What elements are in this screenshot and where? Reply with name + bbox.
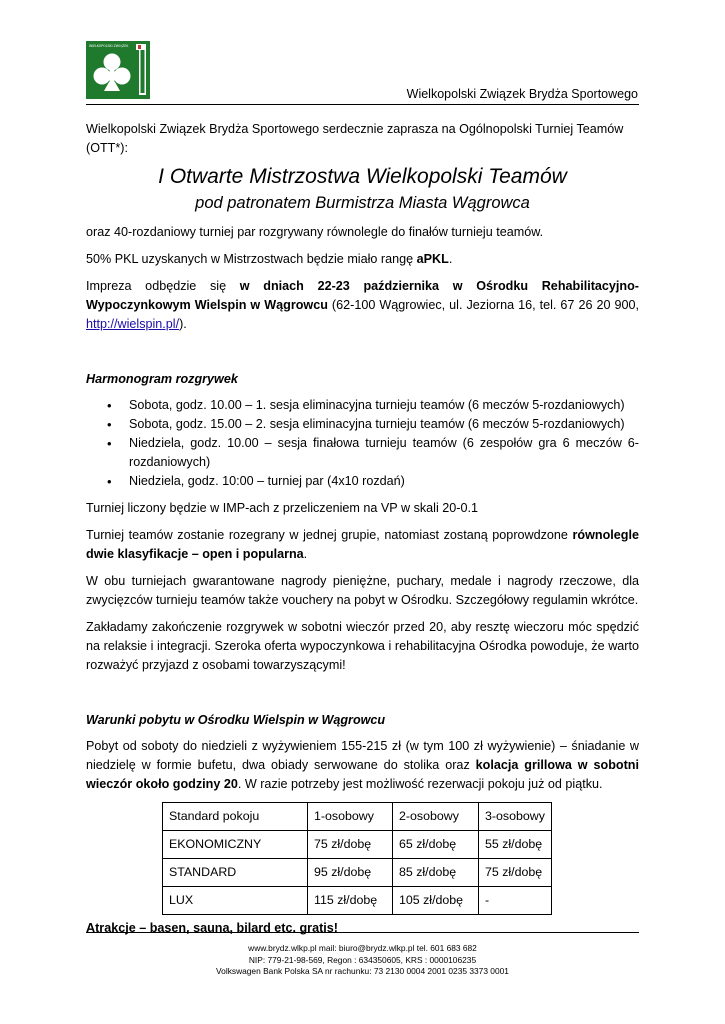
table-header-row — [163, 803, 552, 831]
venue-end: ). — [179, 317, 187, 331]
section-spacer — [86, 683, 639, 711]
header-divider — [86, 104, 639, 105]
header-cell: 1-osobowy — [308, 803, 393, 831]
table-row — [163, 859, 552, 887]
page-subtitle: pod patronatem Burmistrza Miasta Wągrowca — [195, 194, 530, 212]
stay-after: . W razie potrzeby jest możliwość rezerwacji pokoju już od piątku. — [237, 777, 603, 791]
group-paragraph — [86, 526, 639, 564]
table-cell: 75 zł/dobę — [479, 859, 552, 887]
table-cell: 85 zł/dobę — [393, 859, 479, 887]
logo-lettering: WIELKOPOLSKI ZWIĄZEK — [89, 44, 129, 48]
table-cell: EKONOMICZNY — [163, 831, 308, 859]
schedule-item: • Sobota, godz. 15.00 – 2. sesja eliminacyjna turnieju teamów (6 meczów 5-rozdaniowych) — [129, 415, 639, 434]
group-end: . — [303, 547, 308, 561]
section-spacer — [86, 342, 639, 370]
group-classifications: równolegle dwie klasyfikacje – open i popularna — [86, 528, 639, 561]
schedule-item: • Niedziela, godz. 10:00 – turniej par (4x10 rozdań) — [129, 472, 639, 491]
venue-website-link[interactable]: http://wielspin.pl/ — [86, 317, 180, 331]
pkl-rank: aPKL — [416, 252, 449, 266]
venue-paragraph — [86, 277, 639, 334]
club-logo — [86, 41, 150, 99]
header-cell: Standard pokoju — [163, 803, 308, 831]
document-body — [86, 120, 639, 938]
schedule-list — [86, 396, 639, 491]
page-title: I Otwarte Mistrzostwa Wielkopolski Teamów — [158, 165, 567, 188]
header-org-name: Wielkopolski Związek Brydża Sportowego — [406, 87, 638, 101]
stay-heading: Warunki pobytu w Ośrodku Wielspin w Wągrowcu — [86, 713, 386, 727]
header-cell: 2-osobowy — [393, 803, 479, 831]
table-cell: LUX — [163, 887, 308, 915]
table-cell: 55 zł/dobę — [479, 831, 552, 859]
schedule-item: • Niedziela, godz. 10.00 – sesja finałowa turnieju teamów (6 zespołów gra 6 meczów 6-rozdaniowych) — [129, 434, 639, 472]
footer-registry: NIP: 779-21-98-569, Regon : 634350605, KRS : 0000106235 — [248, 954, 477, 965]
group-before: Turniej teamów zostanie rozegrany w jednej grupie, natomiast zostaną poprowdzone — [86, 528, 573, 542]
footer-divider — [86, 932, 639, 933]
footer-bank: Volkswagen Bank Polska SA nr rachunku: 73 2130 0004 2001 0235 3373 0001 — [216, 966, 509, 976]
stay-before: Pobyt od soboty do niedzieli z wyżywieniem 155-215 zł (w tym 100 zł wyżywienie) – śniadanie w niedzielę w formie bufetu, dwa obiady serwowane do stolika oraz — [86, 739, 639, 772]
price-table — [162, 802, 552, 915]
intro-paragraph: Wielkopolski Związek Brydża Sportowego serdecznie zaprasza na Ogólnopolski Turniej Teamów (OTT*): — [86, 122, 624, 155]
table-row — [163, 887, 552, 915]
footer-contact: www.brydz.wlkp.pl mail: biuro@brydz.wlkp.pl tel. 601 683 682 — [248, 943, 477, 953]
header-cell: 3-osobowy — [479, 803, 552, 831]
table-cell: STANDARD — [163, 859, 308, 887]
clover-logo-icon — [86, 41, 150, 99]
table-cell: 75 zł/dobę — [308, 831, 393, 859]
pkl-paragraph — [86, 250, 639, 269]
stay-paragraph — [86, 737, 639, 794]
pkl-end: . — [448, 252, 453, 266]
page-footer — [0, 943, 725, 978]
schedule-heading: Harmonogram rozgrywek — [86, 372, 238, 386]
attractions-line: Atrakcje – basen, sauna, bilard etc. gratis! — [86, 921, 338, 935]
venue-address: (62-100 Wągrowiec, ul. Jeziorna 16, tel. 67 26 20 900, — [327, 298, 639, 312]
table-cell: 115 zł/dobę — [308, 887, 393, 915]
venue-dates-location: w dniach 22-23 października w Ośrodku Rehabilitacyjno-Wypoczynkowym Wielspin w Wągrowcu — [86, 279, 639, 312]
table-row — [163, 831, 552, 859]
stay-grill-dinner: kolacja grillowa w sobotni wieczór około godziny 20 — [86, 758, 639, 791]
pkl-text: 50% PKL uzyskanych w Mistrzostwach będzie miało rangę — [86, 252, 417, 266]
table-cell: - — [479, 887, 552, 915]
ending-paragraph: Zakładamy zakończenie rozgrywek w sobotni wieczór przed 20, aby resztę wieczoru móc spędzić na relaksie i integracji. Szeroka oferta wypoczynkowa i rehabilitacyjna Ośrodka powoduje, że warto rozważyć przyjazd z osobami towarzyszącymi! — [86, 620, 639, 672]
schedule-item: • Sobota, godz. 10.00 – 1. sesja eliminacyjna turnieju teamów (6 meczów 5-rozdaniowych) — [129, 396, 639, 415]
scoring-paragraph: Turniej liczony będzie w IMP-ach z przeliczeniem na VP w skali 20-0.1 — [86, 501, 478, 515]
pairs-paragraph: oraz 40-rozdaniowy turniej par rozgrywany równolegle do finałów turnieju teamów. — [86, 225, 544, 239]
table-cell: 95 zł/dobę — [308, 859, 393, 887]
prizes-paragraph: W obu turniejach gwarantowane nagrody pieniężne, puchary, medale i nagrody rzeczowe, dla zwycięzców turnieju teamów także vouchery na pobyt w Ośrodku. Szczegółowy regulamin wkrótce. — [86, 574, 639, 607]
table-cell: 65 zł/dobę — [393, 831, 479, 859]
table-cell: 105 zł/dobę — [393, 887, 479, 915]
venue-before: Impreza odbędzie się — [86, 279, 240, 293]
